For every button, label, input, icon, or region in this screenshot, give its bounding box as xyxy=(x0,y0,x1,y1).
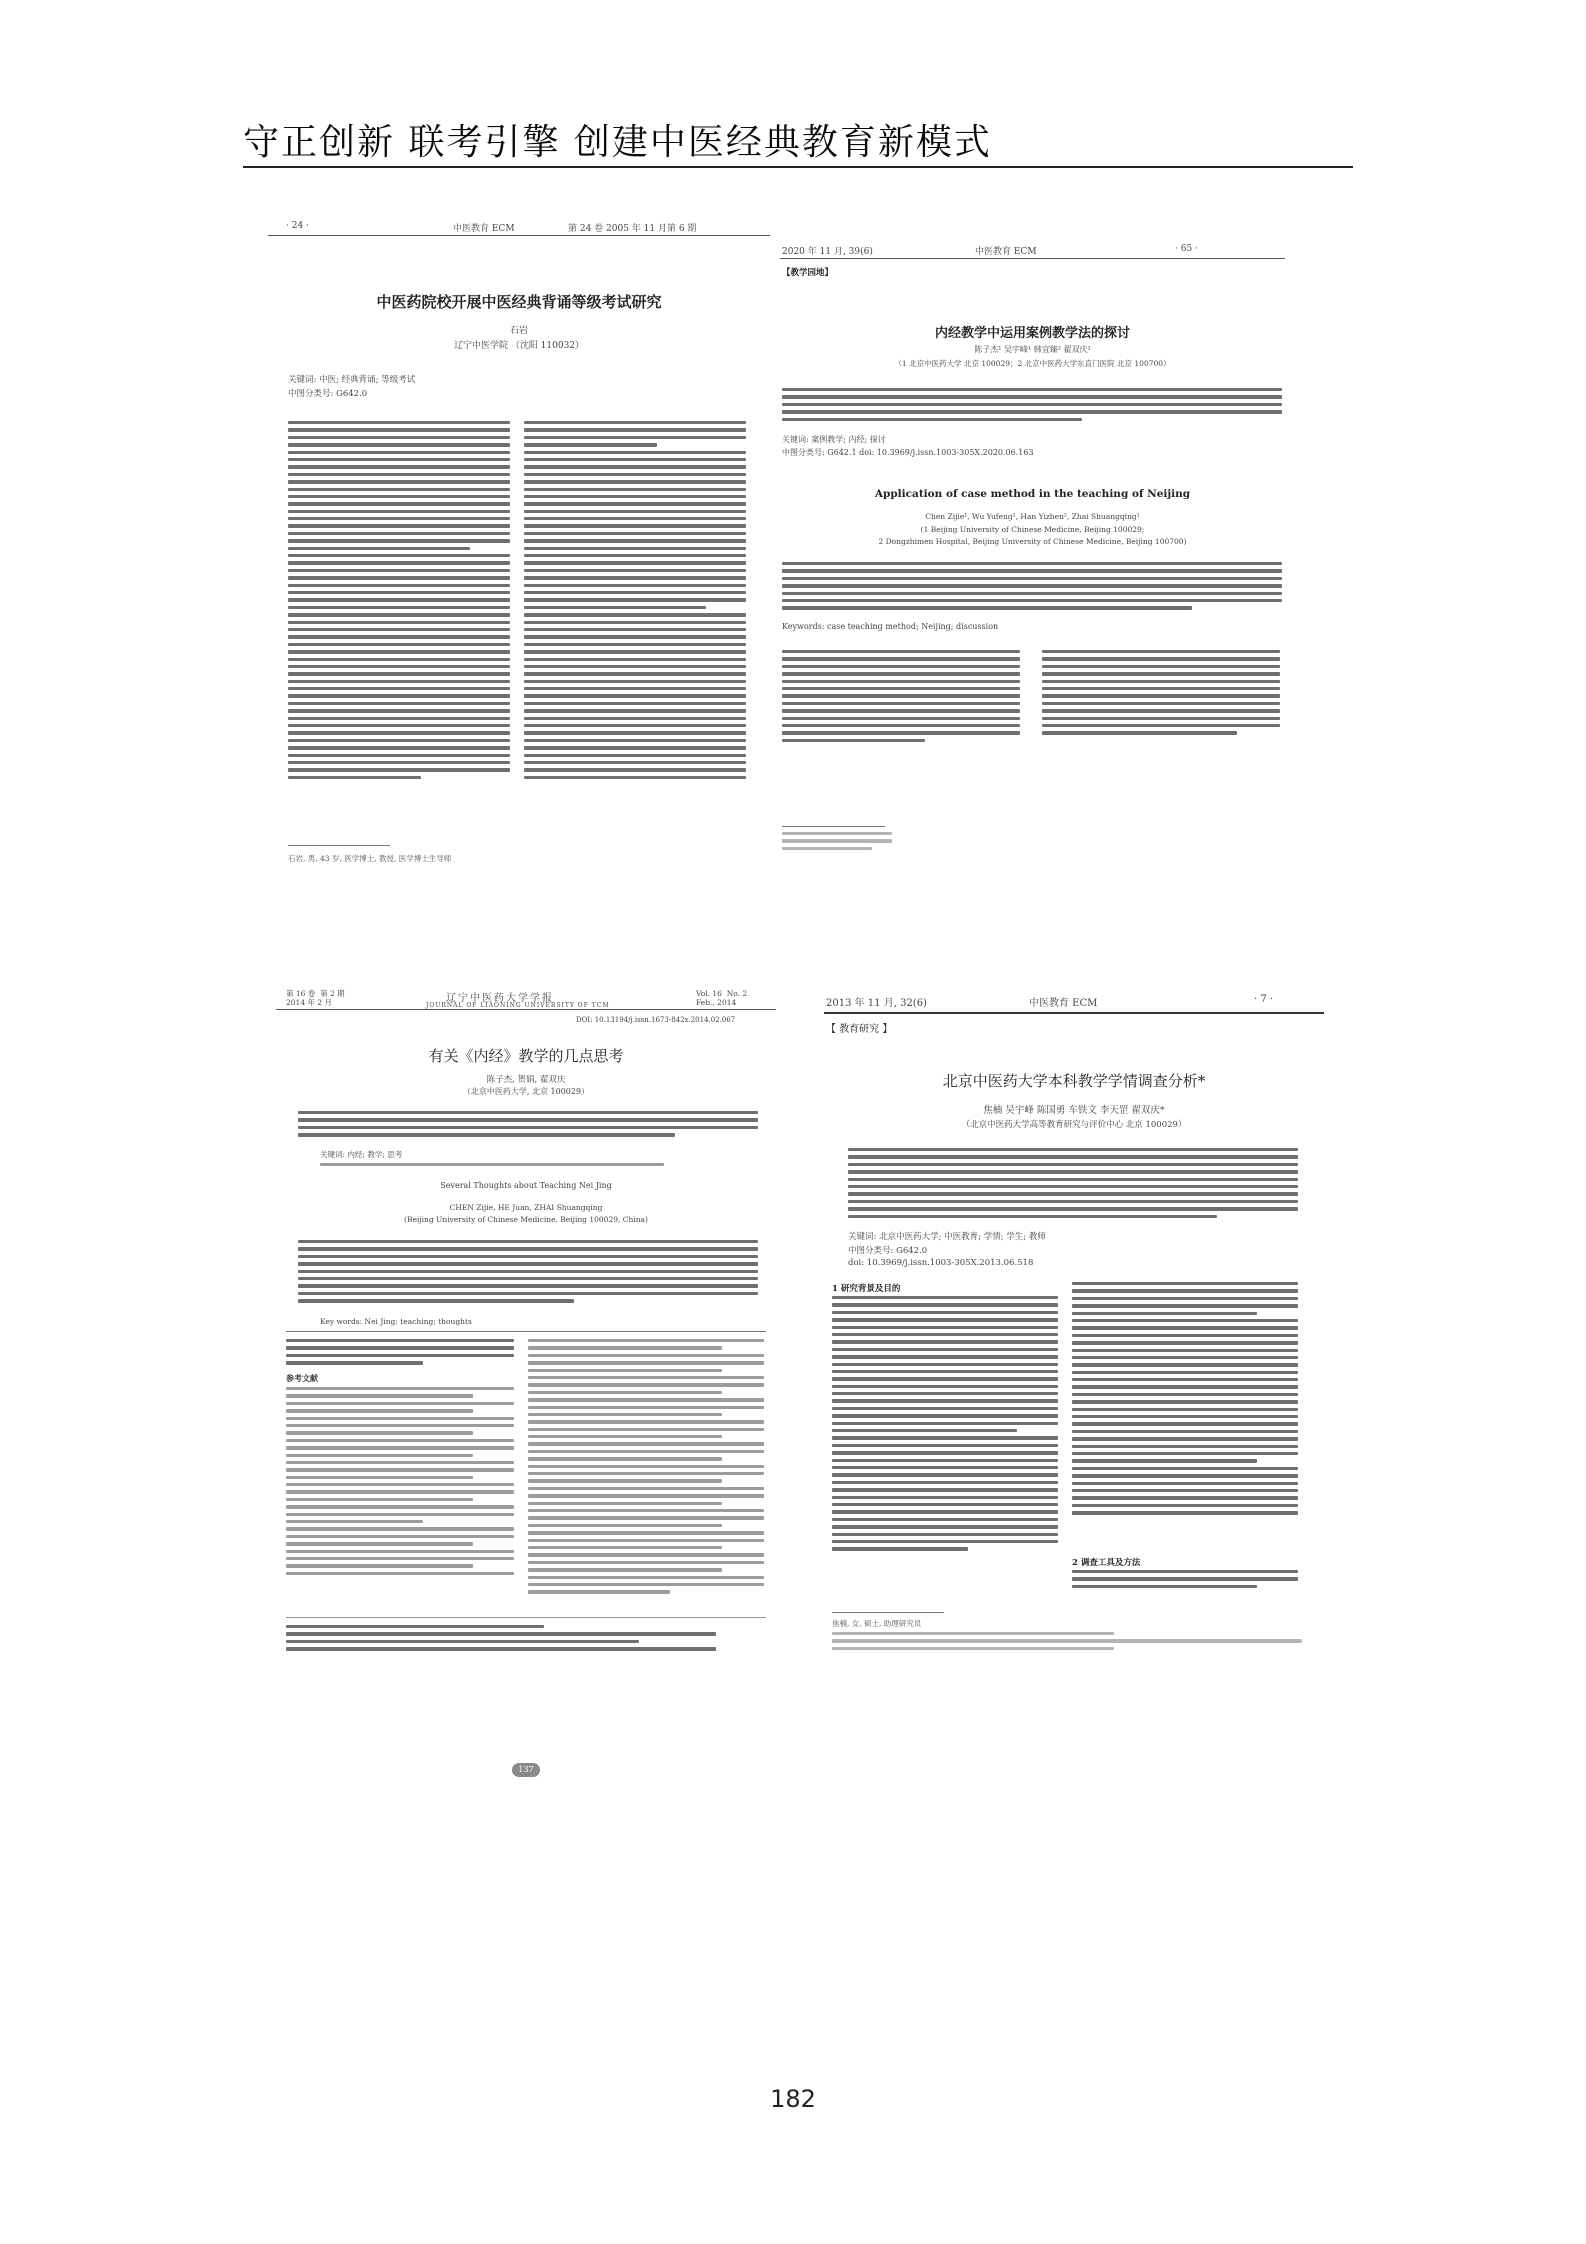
title-rule xyxy=(243,166,1353,168)
header-issue: 第 24 卷 2005 年 11 月第 6 期 xyxy=(568,224,697,234)
keywords: 关键词: 案例教学; 内经; 探讨 xyxy=(782,435,886,444)
body-column-right xyxy=(1042,650,1280,739)
header-journal: 中医教育 ECM xyxy=(453,224,515,234)
article-author: 陈子杰, 贺娟, 翟双庆 xyxy=(486,1075,566,1085)
footnote-text xyxy=(286,1625,716,1655)
header-rule xyxy=(268,235,770,236)
english-affiliation: (Beijing University of Chinese Medicine, Beijing 100029, China) xyxy=(404,1215,648,1224)
page-header xyxy=(243,110,1353,168)
header-right: Vol. 16 No. 2 Feb., 2014 xyxy=(696,989,748,1007)
body-column-left xyxy=(782,650,1020,746)
footnote-text xyxy=(782,832,892,854)
header-left: 2020 年 11 月, 39(6) xyxy=(782,247,873,257)
body-column-right xyxy=(1072,1282,1298,1519)
classification: 中图分类号: G642.0 xyxy=(848,1246,928,1256)
article-title: 内经教学中运用案例教学法的探讨 xyxy=(934,326,1130,341)
references-heading: 参考文献 xyxy=(286,1373,318,1383)
article-author: 石岩 xyxy=(509,326,528,336)
article-affiliation: （北京中医药大学, 北京 100029） xyxy=(462,1087,590,1096)
header-rule xyxy=(780,258,1285,259)
page-badge: 137 xyxy=(512,1763,540,1777)
footnote-rule xyxy=(288,845,390,846)
article-thumbnail-2 xyxy=(780,240,1285,880)
body-column-right xyxy=(524,421,746,783)
article-title: 有关《内经》教学的几点思考 xyxy=(428,1047,624,1065)
body-column-right-continued xyxy=(1072,1570,1298,1592)
header-journal: 中医教育 ECM xyxy=(975,247,1037,257)
header-rule xyxy=(276,1009,776,1010)
article-author: 焦楠 吴宇峰 陈国勇 车铁文 李天罡 翟双庆* xyxy=(983,1105,1165,1116)
section-heading-1: 1 研究背景及目的 xyxy=(832,1284,901,1294)
footnote-rule xyxy=(782,826,885,827)
header-journal-en: JOURNAL OF LIAONING UNIVERSITY OF TCM xyxy=(426,1002,610,1009)
english-title: Several Thoughts about Teaching Nei Jing xyxy=(440,1181,612,1190)
english-author: CHEN Zijie, HE Juan, ZHAI Shuangqing xyxy=(449,1203,603,1212)
english-abstract xyxy=(298,1240,758,1307)
header-left: · 24 · xyxy=(286,221,309,231)
english-keywords: Keywords: case teaching method; Neijing; discussion xyxy=(782,622,999,631)
body-column-left xyxy=(286,1339,514,1369)
section-heading-2: 2 调查工具及方法 xyxy=(1072,1558,1141,1568)
article-title: 中医药院校开展中医经典背诵等级考试研究 xyxy=(376,293,662,311)
keywords: 关键词: 中医; 经典背诵; 等级考试 xyxy=(288,375,416,385)
english-abstract xyxy=(782,562,1282,614)
header-page: · 65 · xyxy=(1175,244,1198,254)
header-journal: 辽宁中医药大学学报 xyxy=(446,993,554,1004)
classification: 中图分类号: G642.0 xyxy=(288,389,368,399)
classification-line xyxy=(320,1163,740,1170)
english-title: Application of case method in the teaching of Neijing xyxy=(874,488,1191,500)
header-left: 第 16 卷 第 2 期 2014 年 2 月 xyxy=(286,989,345,1007)
english-affiliation-2: 2 Dongzhimen Hospital, Beijing University of Chinese Medicine, Beijing 100700) xyxy=(878,537,1187,546)
footnote-text xyxy=(832,1632,1302,1654)
keywords: 关键词: 内经; 教学; 思考 xyxy=(320,1150,403,1159)
page-title: 守正创新 联考引擎 创建中医经典教育新模式 xyxy=(243,122,992,163)
classification: 中图分类号: G642.1 doi: 10.3969/j.issn.1003-305X.2020.06.163 xyxy=(782,448,1034,457)
references-right xyxy=(528,1339,764,1598)
body-column-left xyxy=(288,421,510,783)
header-rule xyxy=(824,1012,1324,1014)
footnote-rule xyxy=(832,1612,944,1613)
english-affiliation-1: (1 Beijing University of Chinese Medicine, Beijing 100029; xyxy=(920,525,1145,534)
article-affiliation: （北京中医药大学高等教育研究与评价中心 北京 100029） xyxy=(961,1120,1187,1130)
article-thumbnail-3 xyxy=(276,985,776,1795)
footnote: 焦楠, 女, 硕士, 助理研究员 xyxy=(832,1619,922,1628)
abstract-text xyxy=(848,1148,1298,1222)
header-left: 2013 年 11 月, 32(6) xyxy=(826,998,927,1009)
page-number: 182 xyxy=(770,2085,816,2113)
abstract-rule xyxy=(286,1331,766,1332)
section-label: 【 教育研究 】 xyxy=(826,1024,893,1035)
footnote: 石岩, 男, 43 岁, 医学博士, 教授, 医学博士生导师 xyxy=(288,854,452,863)
article-thumbnail-4 xyxy=(824,990,1324,1800)
article-title: 北京中医药大学本科教学学情调查分析* xyxy=(942,1072,1206,1090)
abstract-text xyxy=(298,1111,758,1141)
references-left xyxy=(286,1387,514,1579)
body-column-left xyxy=(832,1296,1058,1555)
header-page: · 7 · xyxy=(1254,994,1274,1005)
keywords: 关键词: 北京中医药大学; 中医教育; 学情; 学生; 教师 xyxy=(848,1232,1046,1242)
article-affiliation: 辽宁中医学院 （沈阳 110032） xyxy=(453,341,585,351)
article-author: 陈子杰¹ 吴宇峰¹ 韩宜臻² 翟双庆¹ xyxy=(974,345,1091,354)
abstract-text xyxy=(782,388,1282,425)
footnote-rule xyxy=(286,1617,766,1618)
doi: DOI: 10.13194/j.issn.1673-842x.2014.02.067 xyxy=(576,1016,736,1024)
article-affiliation: （1 北京中医药大学 北京 100029；2 北京中医药大学东直门医院 北京 100700） xyxy=(894,359,1171,368)
english-keywords: Key words: Nei Jing; teaching; thoughts xyxy=(320,1317,472,1326)
header-journal: 中医教育 ECM xyxy=(1029,998,1098,1009)
english-author: Chen Zijie¹, Wu Yufeng¹, Han Yizhen², Zhai Shuangqing¹ xyxy=(925,512,1140,521)
article-thumbnail-1 xyxy=(268,215,770,875)
section-label: 【教学园地】 xyxy=(782,268,834,278)
doi: doi: 10.3969/j.issn.1003-305X.2013.06.518 xyxy=(848,1258,1034,1268)
